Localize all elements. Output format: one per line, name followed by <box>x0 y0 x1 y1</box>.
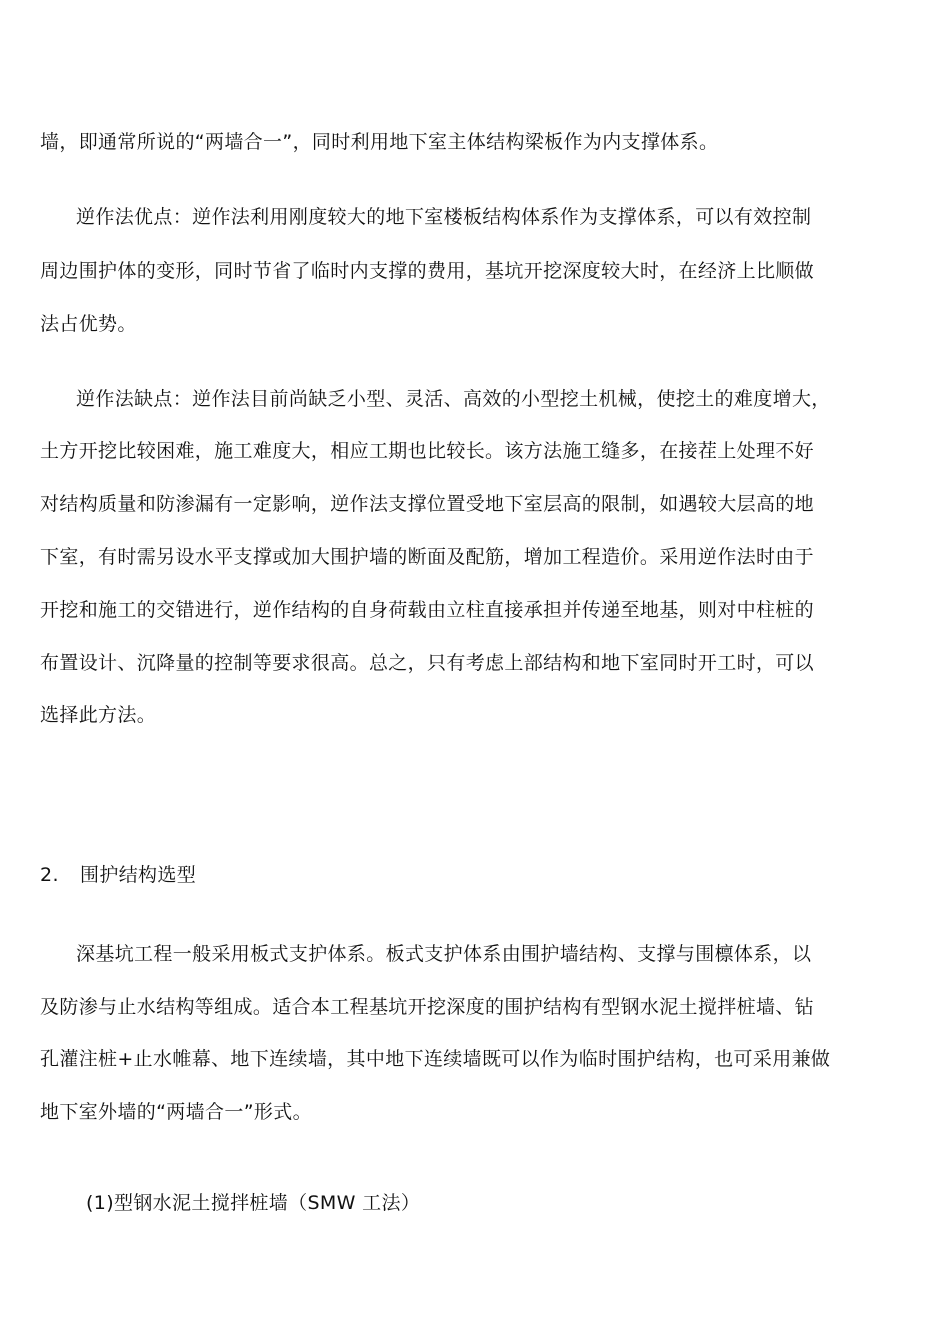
paragraph-line: 逆作法缺点：逆作法目前尚缺乏小型、灵活、高效的小型挖土机械，使挖土的难度增大， <box>76 388 831 410</box>
paragraph-line: 墙，即通常所说的“两墙合一”，同时利用地下室主体结构梁板作为内支撑体系。 <box>40 131 719 153</box>
section-heading <box>40 862 196 888</box>
paragraph-line: 及防渗与止水结构等组成。适合本工程基坑开挖深度的围护结构有型钢水泥土搅拌桩墙、钻 <box>40 996 815 1018</box>
paragraph-line: 逆作法优点：逆作法利用刚度较大的地下室楼板结构体系作为支撑体系，可以有效控制 <box>76 206 812 228</box>
paragraph-line: 地下室外墙的“两墙合一”形式。 <box>40 1101 312 1123</box>
paragraph-line: 开挖和施工的交错进行，逆作结构的自身荷载由立柱直接承担并传递至地基，则对中柱桩的 <box>40 599 815 621</box>
paragraph-line: 布置设计、沉降量的控制等要求很高。总之，只有考虑上部结构和地下室同时开工时，可以 <box>40 652 815 674</box>
paragraph-line: 选择此方法。 <box>40 704 157 726</box>
section-title: 围护结构选型 <box>80 864 197 886</box>
paragraph-line: 对结构质量和防渗漏有一定影响，逆作法支撑位置受地下室层高的限制，如遇较大层高的地 <box>40 493 815 515</box>
section-number: 2. <box>40 864 59 886</box>
paragraph-line: 土方开挖比较困难，施工难度大，相应工期也比较长。该方法施工缝多，在接茬上处理不好 <box>40 440 815 462</box>
paragraph-line: 法占优势。 <box>40 313 137 335</box>
subsection-heading: (1)型钢水泥土搅拌桩墙（SMW 工法） <box>86 1192 421 1214</box>
paragraph-line: 孔灌注桩+止水帷幕、地下连续墙，其中地下连续墙既可以作为临时围护结构，也可采用兼做 <box>40 1048 831 1070</box>
paragraph-line: 周边围护体的变形，同时节省了临时内支撑的费用，基坑开挖深度较大时，在经济上比顺做 <box>40 260 815 282</box>
paragraph-line: 下室，有时需另设水平支撑或加大围护墙的断面及配筋，增加工程造价。采用逆作法时由于 <box>40 546 815 568</box>
paragraph-line: 深基坑工程一般采用板式支护体系。板式支护体系由围护墙结构、支撑与围檩体系，以 <box>76 943 812 965</box>
